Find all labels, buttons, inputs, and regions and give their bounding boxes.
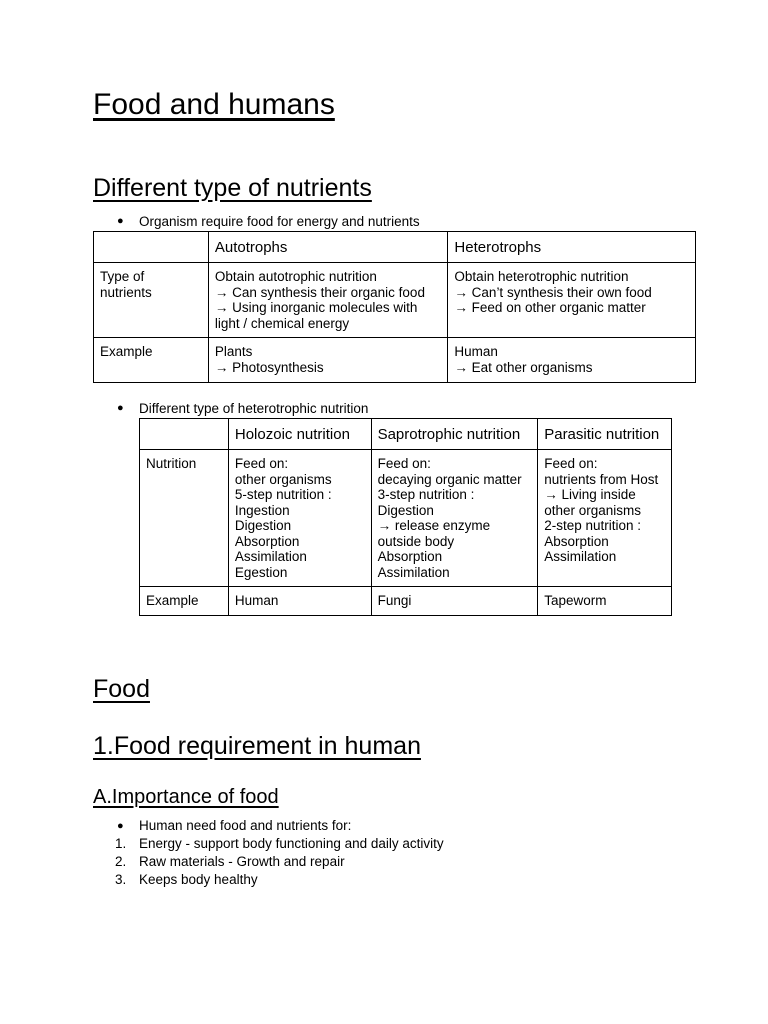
table-header-cell: Autotrophs bbox=[208, 232, 448, 263]
cell-line: Assimilation bbox=[377, 564, 450, 580]
cell-line: Absorption bbox=[234, 533, 300, 549]
table-row-label bbox=[140, 587, 229, 616]
section-heading-food: Food bbox=[93, 675, 150, 703]
cell-line: → release enzyme bbox=[377, 518, 491, 533]
bullet-icon: ● bbox=[117, 215, 124, 227]
table-cell bbox=[208, 263, 448, 338]
cell-line: decaying organic matter bbox=[377, 471, 522, 487]
table-row-label bbox=[94, 263, 209, 338]
bullet-text: Human need food and nutrients for: bbox=[139, 818, 352, 833]
cell-line: Plants bbox=[214, 344, 253, 359]
table-cell bbox=[228, 587, 371, 616]
cell-line: nutrients bbox=[100, 284, 152, 300]
table-cell bbox=[448, 338, 696, 383]
cell-line: Obtain heterotrophic nutrition bbox=[454, 269, 629, 284]
cell-line: Ingestion bbox=[234, 502, 290, 518]
nutrients-table bbox=[93, 231, 696, 383]
cell-line: 3-step nutrition : bbox=[377, 487, 475, 502]
cell-line: Feed on: bbox=[234, 456, 289, 471]
cell-line: Example bbox=[100, 344, 153, 359]
cell-line: Absorption bbox=[544, 533, 609, 549]
bullet-text: Different type of heterotrophic nutrition bbox=[139, 401, 369, 416]
table-row bbox=[94, 338, 696, 383]
section-heading-nutrients: Different type of nutrients bbox=[93, 174, 372, 202]
bullet-icon: ● bbox=[117, 402, 124, 414]
cell-line: → Feed on other organic matter bbox=[454, 300, 646, 315]
cell-line: Digestion bbox=[234, 518, 292, 533]
table-header-cell: Parasitic nutrition bbox=[538, 419, 672, 450]
cell-line: 2-step nutrition : bbox=[544, 518, 642, 533]
table-header-cell: Holozoic nutrition bbox=[228, 419, 371, 450]
cell-line: light / chemical energy bbox=[214, 315, 350, 331]
cell-line: Tapeworm bbox=[544, 593, 607, 608]
cell-line: Digestion bbox=[377, 502, 434, 518]
cell-line: Absorption bbox=[377, 549, 443, 564]
cell-line: Type of bbox=[100, 269, 145, 284]
cell-line: outside body bbox=[377, 533, 455, 549]
cell-line: 5-step nutrition : bbox=[234, 487, 332, 502]
cell-line: Human bbox=[234, 593, 279, 608]
table-cell bbox=[371, 450, 538, 587]
cell-line: Human bbox=[454, 344, 498, 359]
table-row bbox=[140, 587, 672, 616]
subsection-heading-importance: A.Importance of food bbox=[93, 786, 279, 808]
table-row bbox=[140, 450, 672, 587]
table-row bbox=[94, 263, 696, 338]
cell-line: → Living inside bbox=[544, 487, 636, 502]
list-item-text: Raw materials - Growth and repair bbox=[139, 854, 345, 869]
list-number: 1. bbox=[115, 836, 127, 851]
cell-line: Assimilation bbox=[544, 549, 617, 564]
cell-line: Obtain autotrophic nutrition bbox=[214, 269, 377, 284]
cell-line: Feed on: bbox=[544, 456, 598, 471]
table-cell bbox=[448, 263, 696, 338]
table-cell bbox=[371, 587, 538, 616]
list-item-text: Keeps body healthy bbox=[139, 872, 258, 887]
cell-line: → Photosynthesis bbox=[214, 359, 324, 375]
cell-line: other organisms bbox=[234, 471, 332, 487]
cell-line: nutrients from Host bbox=[544, 471, 659, 487]
cell-line: → Can synthesis their organic food bbox=[214, 284, 425, 300]
table-cell bbox=[538, 450, 672, 587]
bullet-icon: ● bbox=[117, 820, 124, 832]
list-number: 2. bbox=[115, 854, 127, 869]
table-cell bbox=[228, 450, 371, 587]
cell-line: Fungi bbox=[377, 593, 412, 608]
cell-line: → Can’t synthesis their own food bbox=[454, 284, 652, 300]
table-cell bbox=[208, 338, 448, 383]
cell-line: other organisms bbox=[544, 502, 642, 518]
list-item-text: Energy - support body functioning and daily activity bbox=[139, 836, 444, 851]
table-row-label bbox=[94, 338, 209, 383]
bullet-text: Organism require food for energy and nutrients bbox=[139, 214, 420, 229]
cell-line: Assimilation bbox=[234, 549, 307, 564]
table-header-cell: Saprotrophic nutrition bbox=[371, 419, 538, 450]
section-heading-food-requirement: 1.Food requirement in human bbox=[93, 732, 421, 760]
cell-line: Nutrition bbox=[146, 456, 197, 471]
cell-line: Egestion bbox=[234, 564, 288, 580]
table-header-cell bbox=[140, 419, 229, 450]
page-title: Food and humans bbox=[93, 88, 335, 121]
table-row-label bbox=[140, 450, 229, 587]
table-header-cell bbox=[94, 232, 209, 263]
table-header-row bbox=[94, 232, 696, 263]
table-header-row bbox=[140, 419, 672, 450]
cell-line: Example bbox=[146, 593, 199, 608]
cell-line: → Using inorganic molecules with bbox=[214, 300, 418, 315]
cell-line: → Eat other organisms bbox=[454, 359, 593, 375]
heterotrophic-table bbox=[139, 418, 672, 616]
table-header-cell: Heterotrophs bbox=[448, 232, 696, 263]
table-cell bbox=[538, 587, 672, 616]
list-number: 3. bbox=[115, 872, 127, 887]
cell-line: Feed on: bbox=[377, 456, 431, 471]
